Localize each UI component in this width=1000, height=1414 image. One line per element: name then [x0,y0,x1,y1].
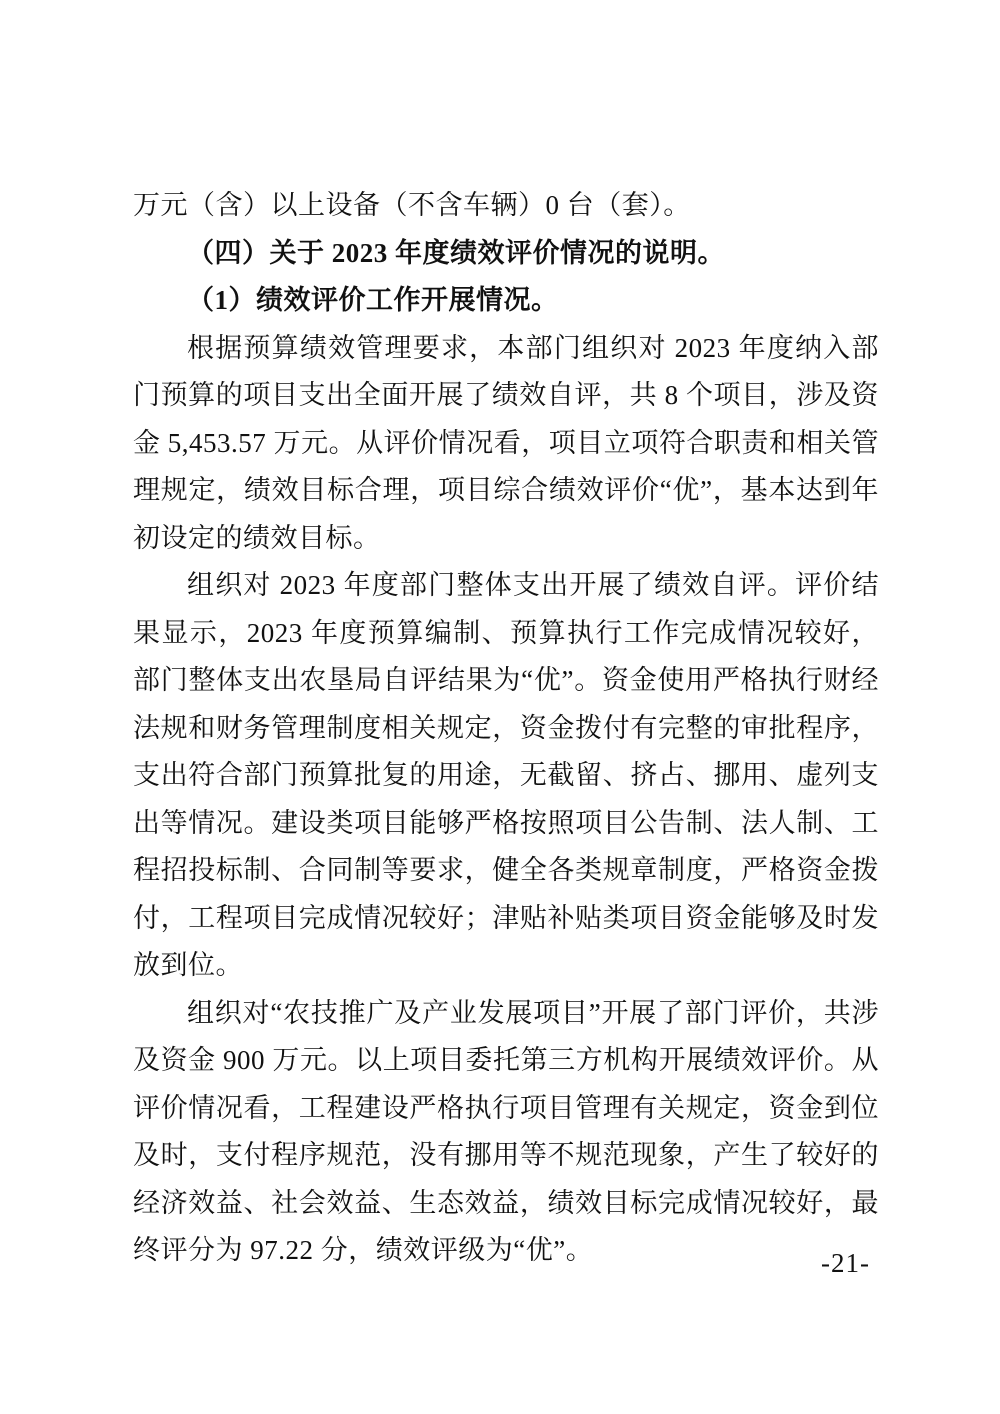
paragraph-department-evaluation: 组织对“农技推广及产业发展项目”开展了部门评价，共涉及资金 900 万元。以上项目委托第三方机构开展绩效评价。从评价情况看，工程建设严格执行项目管理有关规定，资金到位及时，支付程序规范，没有挪用等不规范现象，产生了较好的经济效益、社会效益、生态效益，绩效目标完成情况较好，最终评分为 97.22 分，绩效评级为“优”。 [133,997,879,1265]
page-number: -21- [821,1248,870,1278]
paragraph-overall-expenditure-evaluation: 组织对 2023 年度部门整体支出开展了绩效自评。评价结果显示，2023 年度预算编制、预算执行工作完成情况较好，部门整体支出农垦局自评结果为“优”。资金使用严格执行财经法规和财务管理制度相关规定，资金拨付有完整的审批程序，支出符合部门预算批复的用途，无截留、挤占、挪用、虚列支出等情况。建设类项目能够严格按照项目公告制、法人制、工程招投标制、合同制等要求，健全各类规章制度，严格资金拨付，工程项目完成情况较好；津贴补贴类项目资金能够及时发放到位。 [133,570,879,980]
heading-section-4: （四）关于 2023 年度绩效评价情况的说明。 [187,237,725,268]
document-body [133,182,879,1275]
paragraph-self-evaluation-projects: 根据预算绩效管理要求，本部门组织对 2023 年度纳入部门预算的项目支出全面开展了绩效自评，共 8 个项目，涉及资金 5,453.57 万元。从评价情况看，项目立项符合职责和相关管理规定，绩效目标合理，项目综合绩效评价“优”，基本达到年初设定的绩效目标。 [133,332,879,553]
paragraph-continuation: 万元（含）以上设备（不含车辆）0 台（套）。 [133,190,691,220]
heading-subsection-1: （1）绩效评价工作开展情况。 [187,285,559,315]
